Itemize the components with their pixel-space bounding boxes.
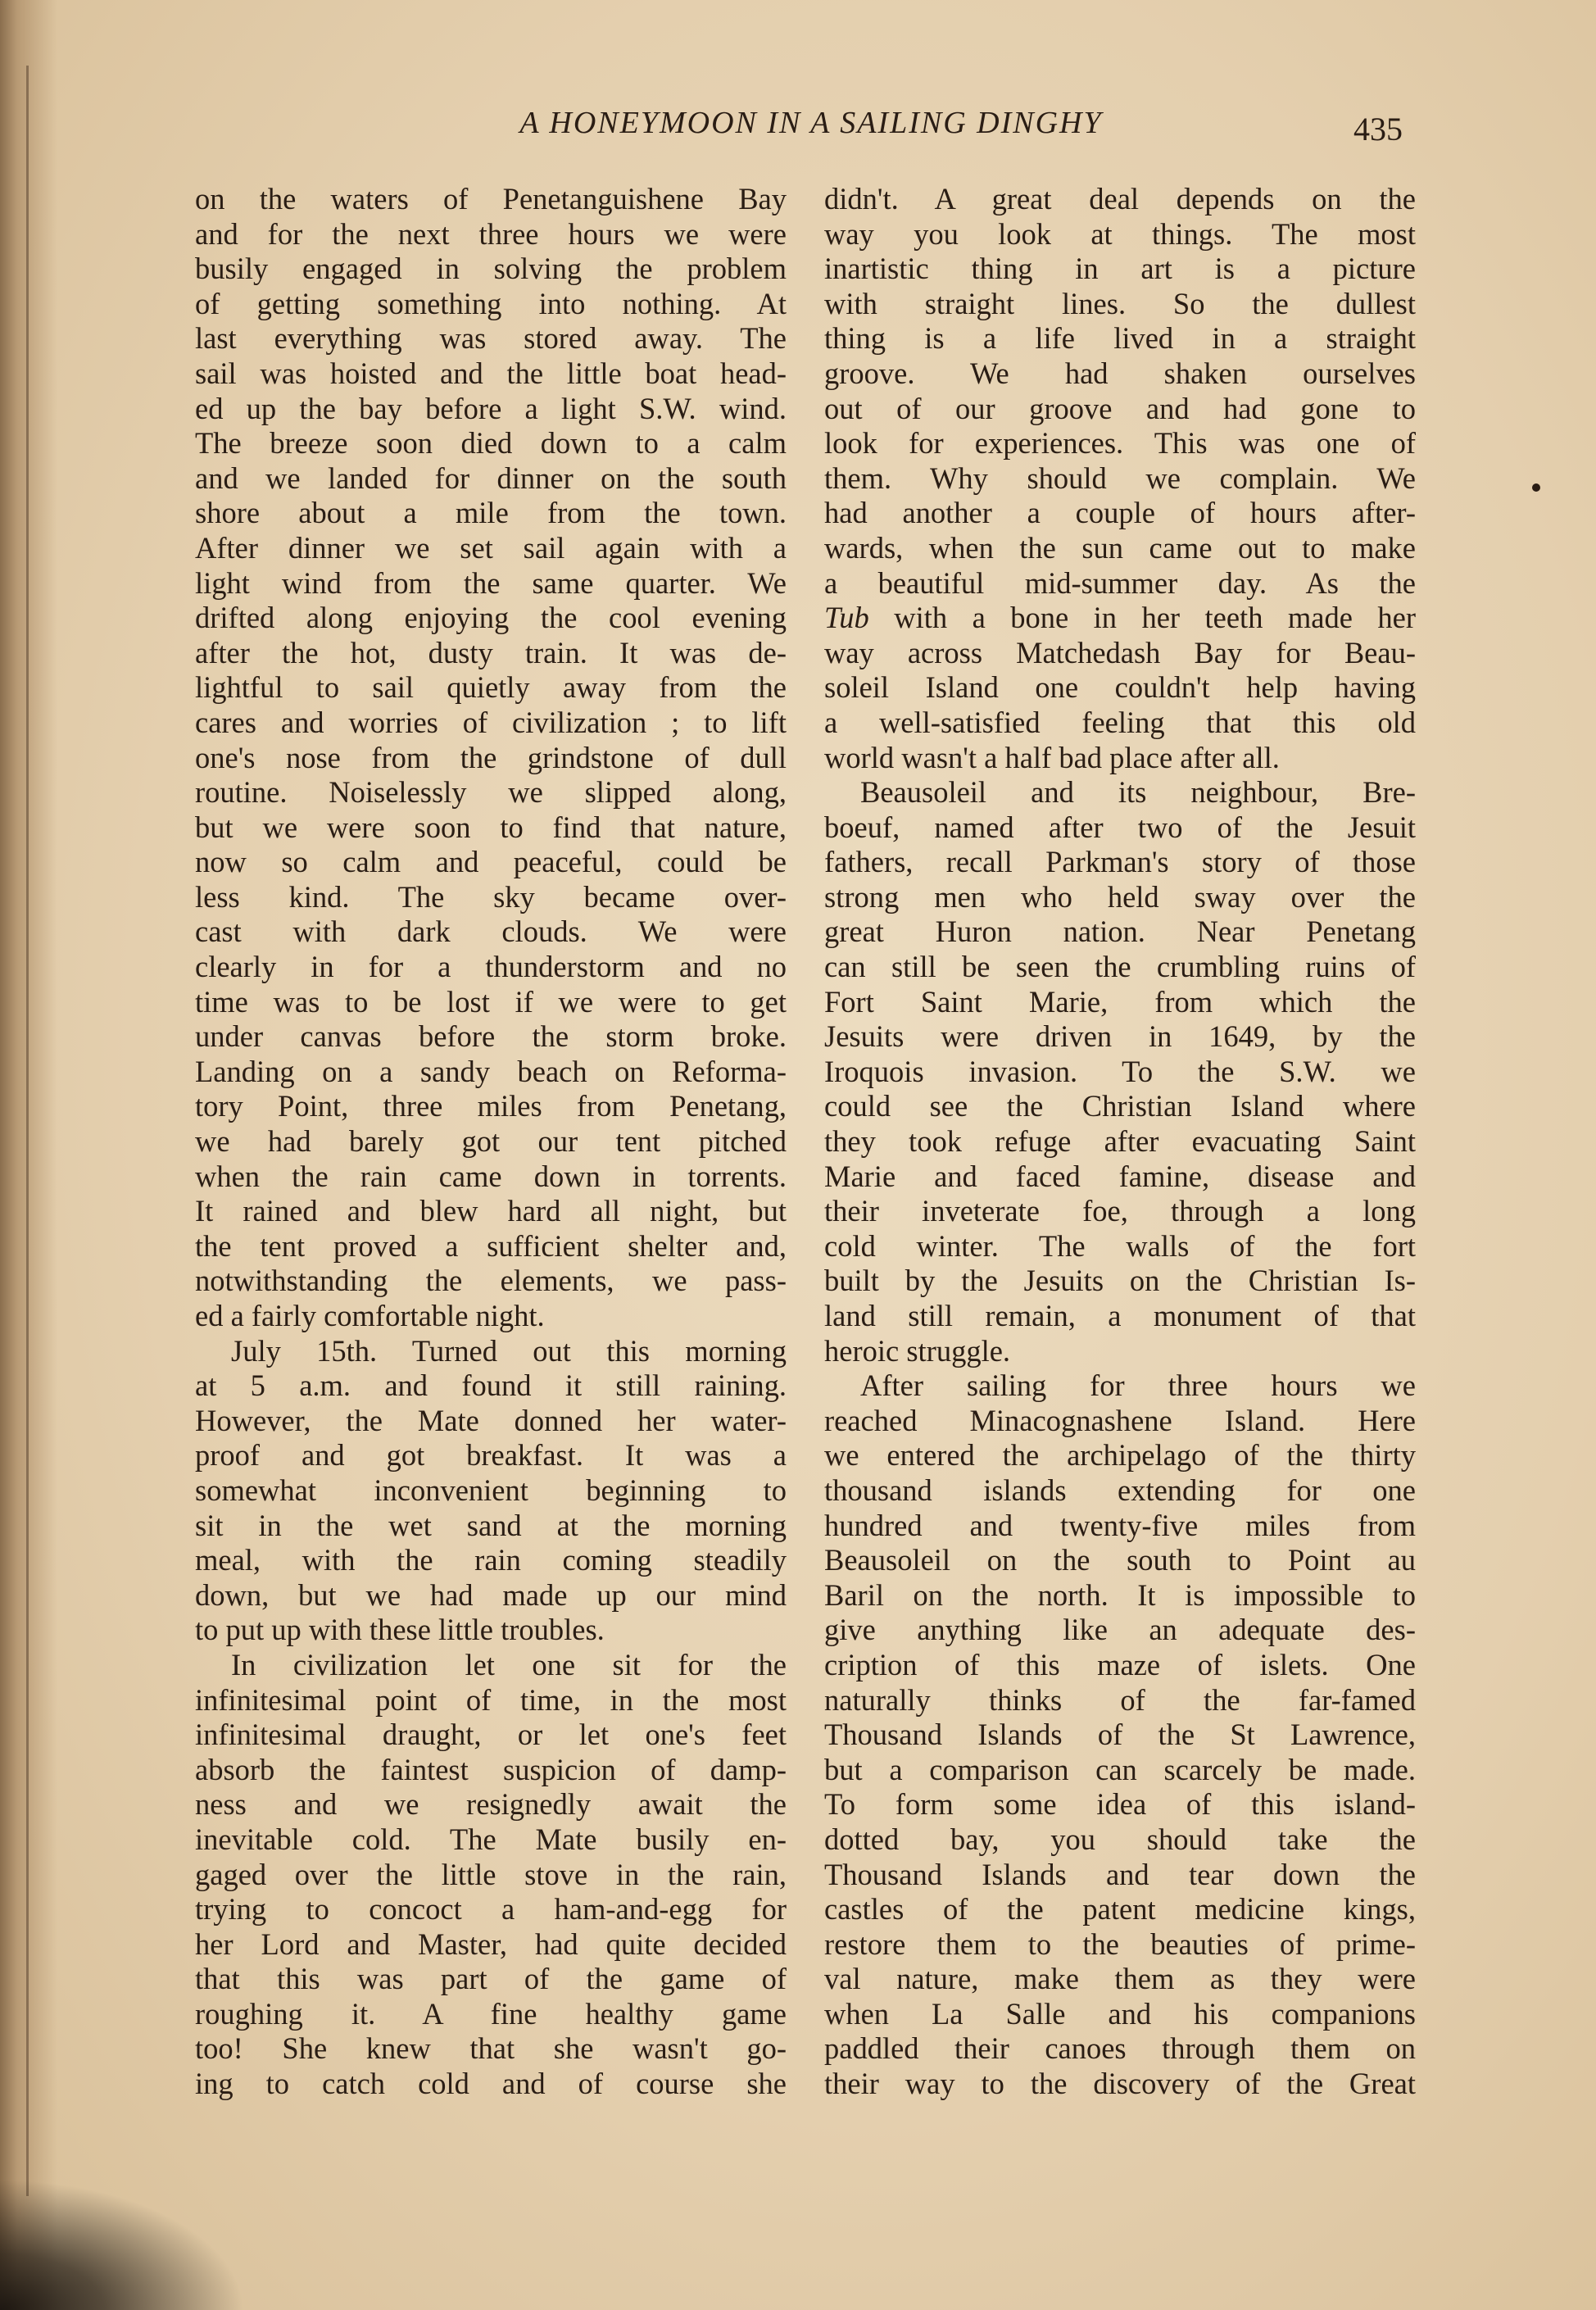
text-line: cast with dark clouds. We were [195,914,787,949]
text-line: Thousand Islands of the St Lawrence, [824,1718,1416,1752]
text-line: a beautiful mid-summer day. As the [824,565,1416,600]
text-line: tory Point, three miles from Penetang, [195,1089,787,1123]
text-line: sail was hoisted and the little boat head- [195,356,787,390]
text-line: we entered the archipelago of the thirty [824,1438,1416,1473]
binding-edge-line [26,66,29,2196]
text-line: didn't. A great deal depends on the [824,182,1416,216]
text-line: It rained and blew hard all night, but [195,1194,787,1228]
text-line: drifted along enjoying the cool evening [195,601,787,635]
text-line: way you look at things. The most [824,216,1416,251]
text-line: ed a fairly comfortable night. [195,1299,545,1332]
text-line: absorb the faintest suspicion of damp- [195,1752,787,1786]
text-line: groove. We had shaken ourselves [824,356,1416,390]
text-line: down, but we had made up our mind [195,1577,787,1612]
text-line: could see the Christian Island where [824,1089,1416,1123]
text-line: trying to concoct a ham-and-egg for [195,1892,787,1927]
text-line: notwithstanding the elements, we pass- [195,1264,787,1298]
text-line: busily engaged in solving the problem [195,252,787,286]
text-line: clearly in for a thunderstorm and no [195,950,787,984]
text-line: give anything like an adequate des- [824,1613,1416,1647]
text-line: out of our groove and had gone to [824,391,1416,425]
ink-speck [1532,483,1540,492]
text-line: last everything was stored away. The [195,321,787,356]
text-line: under canvas before the storm broke. [195,1019,787,1054]
text-line: cold winter. The walls of the fort [824,1228,1416,1263]
text-line: Marie and faced famine, disease and [824,1159,1416,1193]
text-line: wards, when the sun came out to make [824,530,1416,565]
text-line: great Huron nation. Near Penetang [824,914,1416,949]
text-line: with straight lines. So the dullest [824,286,1416,320]
text-line: roughing it. A fine healthy game [195,1996,787,2031]
text-line: To form some idea of this island- [824,1787,1416,1822]
text-line: way across Matchedash Bay for Beau- [824,635,1416,669]
text-line: can still be seen the crumbling ruins of [824,950,1416,984]
text-line [824,601,1416,636]
text-line: had another a couple of hours after- [824,496,1416,530]
text-line: and we landed for dinner on the south [195,461,787,495]
text-line: soleil Island one couldn't help having [824,670,1416,705]
text-line: one's nose from the grindstone of dull [195,740,787,774]
text-line: dotted bay, you should take the [824,1822,1416,1856]
text-line: Iroquois invasion. To the S.W. we [824,1054,1416,1088]
text-line: somewhat inconvenient beginning to [195,1473,787,1507]
text-line: Baril on the north. It is impossible to [824,1577,1416,1612]
text-line: to put up with these little troubles. [195,1613,605,1647]
text-line: In civilization let one sit for the [231,1647,787,1681]
text-line: built by the Jesuits on the Christian Is- [824,1264,1416,1298]
text-line: castles of the patent medicine kings, [824,1892,1416,1927]
text-line: look for experiences. This was one of [824,426,1416,461]
text-line: Landing on a sandy beach on Reforma- [195,1054,787,1088]
text-line: cares and worries of civilization ; to lift [195,705,787,739]
text-line: infinitesimal point of time, in the most [195,1682,787,1717]
text-line: naturally thinks of the far-famed [824,1682,1416,1717]
page-number: 435 [1353,111,1403,147]
text-line: time was to be lost if we were to get [195,984,787,1019]
text-line: ed up the bay before a light S.W. wind. [195,391,787,425]
text-line: Jesuits were driven in 1649, by the [824,1019,1416,1054]
text-line: when the rain came down in torrents. [195,1159,787,1193]
text-line: boeuf, named after two of the Jesuit [824,810,1416,844]
text-line: inartistic thing in art is a picture [824,252,1416,286]
text-line: after the hot, dusty train. It was de- [195,635,787,669]
text-line: world wasn't a half bad place after all. [824,740,1280,774]
text-line: strong men who held sway over the [824,879,1416,914]
left-text-column [195,182,787,2102]
text-line: that this was part of the game of [195,1962,787,1996]
text-line: but a comparison can scarcely be made. [824,1752,1416,1786]
page-corner-shadow [0,2179,246,2310]
text-line: sit in the wet sand at the morning [195,1508,787,1542]
text-line: ing to catch cold and of course she [195,2067,787,2101]
text-line: at 5 a.m. and found it still raining. [195,1368,787,1403]
text-line: reached Minacognashene Island. Here [824,1403,1416,1437]
text-line: their inveterate foe, through a long [824,1194,1416,1228]
text-line: thing is a life lived in a straight [824,321,1416,356]
text-line: routine. Noiselessly we slipped along, [195,775,787,810]
text-line: shore about a mile from the town. [195,496,787,530]
text-line: July 15th. Turned out this morning [231,1333,787,1368]
text-line: hundred and twenty-five miles from [824,1508,1416,1542]
text-line: restore them to the beauties of prime- [824,1927,1416,1961]
text-line: gaged over the little stove in the rain, [195,1857,787,1891]
text-line: After sailing for three hours we [860,1368,1416,1403]
text-line: we had barely got our tent pitched [195,1124,787,1159]
text-line: less kind. The sky became over- [195,879,787,914]
text-line: when La Salle and his companions [824,1996,1416,2031]
text-line: a well-satisfied feeling that this old [824,705,1416,739]
text-line: lightful to sail quietly away from the [195,670,787,705]
text-line: inevitable cold. The Mate busily en- [195,1822,787,1856]
text-line: thousand islands extending for one [824,1473,1416,1507]
text-line: heroic struggle. [824,1333,1011,1368]
text-line: Fort Saint Marie, from which the [824,984,1416,1019]
text-line: val nature, make them as they were [824,1962,1416,1996]
text-line: meal, with the rain coming steadily [195,1543,787,1577]
italic-boat-name: Tub [824,601,869,635]
text-line: they took refuge after evacuating Saint [824,1124,1416,1159]
text-line: Thousand Islands and tear down the [824,1857,1416,1891]
text-line: too! She knew that she wasn't go- [195,2031,787,2066]
text-line: proof and got breakfast. It was a [195,1438,787,1473]
text-line: The breeze soon died down to a calm [195,426,787,461]
text-line: the tent proved a sufficient shelter and, [195,1228,787,1263]
text-line: Beausoleil on the south to Point au [824,1543,1416,1577]
text-line: of getting something into nothing. At [195,286,787,320]
text-line: now so calm and peaceful, could be [195,845,787,879]
binding-gutter-shadow [0,0,57,2310]
text-line: on the waters of Penetanguishene Bay [195,182,787,216]
text-line: their way to the discovery of the Great [824,2067,1416,2101]
text-line: and for the next three hours we were [195,216,787,251]
text-line: Beausoleil and its neighbour, Bre- [860,775,1416,810]
text-line: After dinner we set sail again with a [195,530,787,565]
running-head-title: A HONEYMOON IN A SAILING DINGHY [519,106,1103,140]
text-line-rest: with a bone in her teeth made her [868,601,1416,635]
text-line: infinitesimal draught, or let one's feet [195,1718,787,1752]
text-line: land still remain, a monument of that [824,1299,1416,1332]
text-line: cription of this maze of islets. One [824,1647,1416,1681]
text-line: but we were soon to find that nature, [195,810,787,844]
right-text-column [824,182,1416,2102]
text-line: fathers, recall Parkman's story of those [824,845,1416,879]
text-line: paddled their canoes through them on [824,2031,1416,2066]
text-line: her Lord and Master, had quite decided [195,1927,787,1961]
text-line: light wind from the same quarter. We [195,565,787,600]
text-line: them. Why should we complain. We [824,461,1416,495]
text-line: ness and we resignedly await the [195,1787,787,1822]
text-line: However, the Mate donned her water- [195,1403,787,1437]
